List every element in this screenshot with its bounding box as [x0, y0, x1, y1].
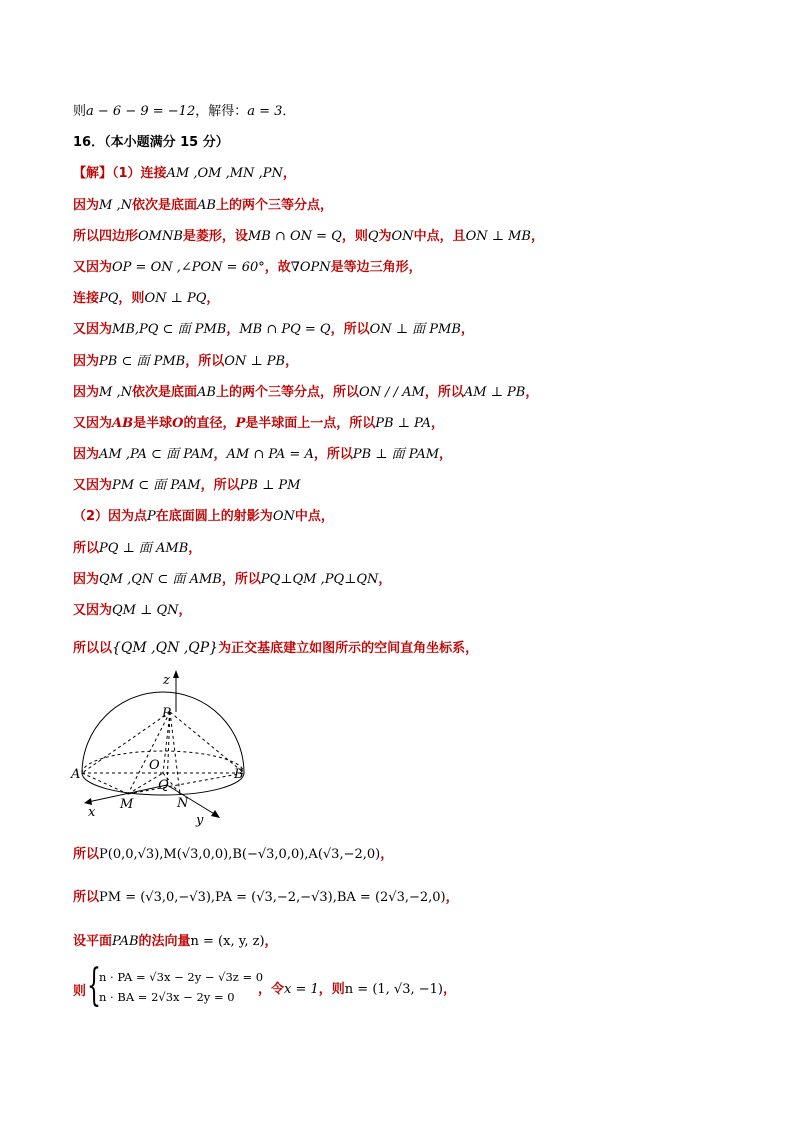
text: ，所以	[330, 322, 370, 337]
text: ，	[380, 847, 394, 862]
label-x: x	[88, 805, 96, 820]
text: 为	[378, 229, 392, 244]
math: MB ∩ PQ = Q	[239, 322, 331, 337]
text: ，所以	[221, 572, 261, 587]
text: ，则	[318, 982, 345, 997]
text: 是菱形，设	[182, 229, 248, 244]
text: 所以	[73, 541, 100, 556]
math: OP = ON ,∠PON = 60°	[112, 260, 265, 275]
math: PAB	[112, 934, 139, 949]
text: 又因为	[73, 260, 113, 275]
text: 所以	[73, 890, 100, 905]
math: PQ ⊥ 面 AMB	[99, 541, 189, 556]
text: 【解】（1）连接	[73, 166, 167, 181]
text: 所以四边形	[73, 229, 139, 244]
math: MB ∩ ON = Q	[247, 229, 342, 244]
text: ，	[443, 982, 457, 997]
label-N: N	[177, 796, 189, 811]
text: ，所以	[313, 447, 353, 462]
text: ，	[445, 890, 459, 905]
hemisphere-figure	[70, 670, 260, 830]
dome-arc	[82, 692, 244, 773]
math: QM ⊥ QN	[112, 603, 179, 618]
text: 因为	[73, 447, 100, 462]
text: ，	[264, 934, 278, 949]
text: ，	[213, 447, 227, 462]
equation-2: n · BA = 2√3x − 2y = 0	[99, 990, 235, 1004]
text: ，所以	[200, 478, 240, 493]
label-A: A	[71, 767, 81, 782]
math: a − 6 − 9 = −12	[86, 104, 196, 119]
text: 又因为	[73, 478, 113, 493]
math: P	[235, 416, 246, 431]
math: M ,N	[99, 198, 132, 213]
equation-1: n · PA = √3x − 2y − √3z = 0	[99, 970, 264, 984]
label-M: M	[120, 797, 134, 812]
y-axis	[167, 785, 216, 815]
text: 所以	[73, 847, 100, 862]
label-B: B	[234, 767, 244, 782]
math: PB ⊥ PM	[239, 478, 301, 493]
math: x = 1	[284, 982, 319, 997]
math: AM ∩ PA = A	[226, 447, 314, 462]
math: ∇OPN	[290, 260, 331, 275]
math: AM ,PA ⊂ 面 PAM	[99, 447, 214, 462]
math: ON / / AM	[358, 385, 425, 400]
text-line-14	[73, 508, 334, 526]
brace-icon: {	[87, 960, 101, 1011]
text: 是半球	[133, 416, 173, 431]
text: 因为	[73, 385, 100, 400]
text: ，	[282, 166, 296, 181]
text: ，所以	[185, 354, 225, 369]
text: ．	[282, 104, 296, 119]
text: 连接	[73, 291, 100, 306]
text: ，则	[118, 291, 145, 306]
text: 为正交基底建立如图所示的空间直角坐标系，	[218, 641, 479, 656]
text: 设平面	[73, 934, 113, 949]
text-line-4	[73, 197, 333, 215]
text: ，解得：	[195, 104, 248, 119]
text: 是等边三角形，	[330, 260, 422, 275]
text-line-19	[73, 846, 393, 864]
math: ON ⊥ PB	[224, 354, 286, 369]
math: PQ	[99, 291, 119, 306]
label-y: y	[196, 813, 204, 828]
text-line-15	[73, 540, 201, 558]
math: OMNB	[138, 229, 183, 244]
math: ON ⊥ MB	[465, 229, 531, 244]
text-line-10	[73, 384, 538, 402]
text: 依次是底面	[131, 198, 197, 213]
label-O: O	[149, 758, 160, 773]
text: 是半球面上一点，所以	[245, 416, 376, 431]
text-line-8	[73, 321, 474, 339]
text: 则	[73, 104, 87, 119]
text: ，	[285, 354, 299, 369]
text-line-9	[73, 353, 298, 371]
math: {QM ,QN ,QP}	[112, 640, 219, 656]
text: ，	[460, 322, 474, 337]
label-P: P	[162, 706, 171, 721]
math: n = (x, y, z)	[190, 934, 265, 949]
text: ，	[430, 416, 444, 431]
text-line-5	[73, 228, 544, 246]
text-line-7	[73, 290, 219, 308]
problem-heading	[73, 134, 229, 152]
text: ，	[378, 572, 392, 587]
math: Q	[367, 229, 379, 244]
text: 则	[73, 984, 87, 999]
label-Q: Q	[158, 778, 169, 793]
text: 又因为	[73, 603, 113, 618]
text: 上的两个三等分点，	[215, 198, 333, 213]
text-line-21	[73, 933, 278, 951]
text: ，所以	[424, 385, 464, 400]
math: AM ⊥ PB	[463, 385, 526, 400]
text: ，令	[258, 982, 285, 997]
math: a = 3	[247, 104, 283, 119]
text: ，	[206, 291, 220, 306]
text: 中点，且	[413, 229, 466, 244]
text: ，则	[341, 229, 368, 244]
text: 中点，	[294, 509, 334, 524]
text: 因为	[73, 198, 100, 213]
base-back	[82, 751, 244, 773]
math: PQ⊥QM ,PQ⊥QN	[260, 572, 379, 587]
text: 在底面圆上的射影为	[155, 509, 273, 524]
math: PB ⊥ PA	[375, 416, 431, 431]
text-line-3	[73, 165, 296, 183]
text: （2）因为点	[73, 509, 148, 524]
math: P	[147, 509, 156, 524]
text-line-13	[73, 477, 301, 495]
math: ON ⊥ 面 PMB	[369, 322, 461, 337]
text: 所以以	[73, 641, 113, 656]
text: 因为	[73, 572, 100, 587]
text-line-18	[73, 639, 478, 658]
text: 的法向量	[138, 934, 191, 949]
math: MB,PQ ⊂ 面 PMB	[112, 322, 227, 337]
arc-math: AB	[196, 198, 216, 213]
arc-math: AB	[196, 385, 216, 400]
text-line-11	[73, 415, 444, 433]
math: PB ⊂ 面 PMB	[99, 354, 186, 369]
text: ，	[525, 385, 539, 400]
text-line-6	[73, 259, 422, 277]
label-z: z	[163, 673, 170, 688]
text: ，	[530, 229, 544, 244]
text: ，故	[264, 260, 291, 275]
text: ，	[178, 603, 192, 618]
math: M ,N	[99, 385, 132, 400]
math: AM ,OM ,MN ,PN	[166, 166, 283, 181]
text: 又因为	[73, 416, 113, 431]
text-line-12	[73, 446, 452, 464]
text: 依次是底面	[131, 385, 197, 400]
math: n = (1, √3, −1)	[344, 982, 443, 997]
math: ON ⊥ PQ	[144, 291, 207, 306]
math: P(0,0,√3),M(√3,0,0),B(−√3,0,0),A(√3,−2,0)	[99, 847, 381, 862]
heading-text: 16．（本小题满分 15 分）	[73, 135, 229, 150]
text-line-16	[73, 571, 391, 589]
math: QM ,QN ⊂ 面 AMB	[99, 572, 222, 587]
math: O	[172, 416, 184, 431]
text: ，	[188, 541, 202, 556]
math: ON	[391, 229, 414, 244]
text: ，	[439, 447, 453, 462]
text: 又因为	[73, 322, 113, 337]
text: ，	[226, 322, 240, 337]
text-line-17	[73, 602, 192, 620]
text: 上的两个三等分点，所以	[215, 385, 359, 400]
text-line-1	[73, 103, 295, 121]
math: PM ⊂ 面 PAM	[112, 478, 201, 493]
text: 的直径，	[183, 416, 236, 431]
text-line-20	[73, 889, 459, 907]
math: AB	[112, 416, 134, 431]
text: 因为	[73, 354, 100, 369]
math: PM = (√3,0,−√3),PA = (√3,−2,−√3),BA = (2√3,−2,0)	[99, 890, 446, 905]
math: ON	[272, 509, 295, 524]
math: PB ⊥ 面 PAM	[352, 447, 440, 462]
